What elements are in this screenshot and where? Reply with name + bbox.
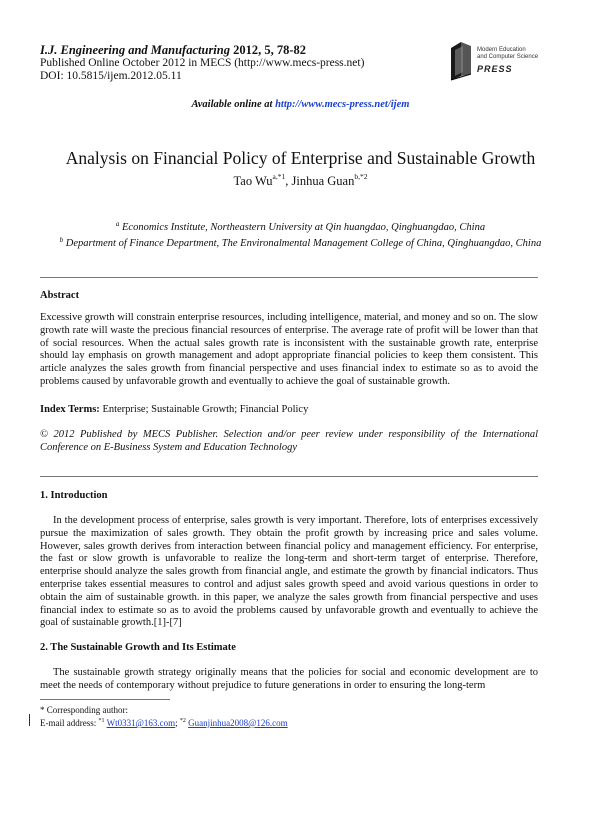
logo-line-1: Modern Education xyxy=(477,47,526,53)
section-heading: 2. The Sustainable Growth and Its Estimate xyxy=(40,642,236,653)
author-name: Jinhua Guan xyxy=(291,174,355,188)
index-terms-label: Index Terms: xyxy=(40,404,100,415)
journal-title-line xyxy=(40,44,364,57)
author-separator: , xyxy=(285,174,292,188)
availability-prefix: Available online at xyxy=(191,99,276,110)
email-separator: ; xyxy=(175,718,180,728)
email-mark: *1 xyxy=(98,718,105,724)
journal-url-link[interactable]: http://www.mecs-press.net/ijem xyxy=(275,99,410,110)
book-stack-icon xyxy=(447,38,477,82)
footnote-emails xyxy=(40,716,288,729)
copyright-notice: © 2012 Published by MECS Publisher. Selection and/or peer review under responsibility of the International Conference on E-Business System and Education Technology xyxy=(40,429,538,453)
email-prefix: E-mail address: xyxy=(40,718,99,728)
affiliation-b xyxy=(40,234,561,250)
divider-top xyxy=(40,277,538,278)
author-marks: a,*1 xyxy=(272,172,286,181)
index-terms xyxy=(40,404,538,417)
mecs-press-logo xyxy=(447,38,557,82)
index-terms-value: Enterprise; Sustainable Growth; Financial Policy xyxy=(99,404,309,415)
author-list xyxy=(0,172,601,189)
footnote-rule xyxy=(40,699,170,700)
email-mark: *2 xyxy=(179,718,186,724)
published-line: Published Online October 2012 in MECS (http://www.mecs-press.net) xyxy=(40,57,365,69)
affiliation-text: Economics Institute, Northeastern University at Qin huangdao, Qinghuangdao, China xyxy=(119,222,486,233)
change-bar xyxy=(29,714,30,726)
logo-press: PRESS xyxy=(477,64,513,74)
email-link[interactable]: Wt0331@163.com xyxy=(106,718,176,728)
section-heading: 1. Introduction xyxy=(40,490,108,501)
affiliation-a xyxy=(40,218,561,234)
abstract-heading: Abstract xyxy=(40,290,80,301)
affiliation-mark: b xyxy=(59,236,64,244)
journal-name: I.J. Engineering and Manufacturing xyxy=(40,43,230,57)
affiliation-text: Department of Finance Department, The Environalmental Management College of China, Qinghuangdao, China xyxy=(63,238,542,249)
journal-pages: 2012, 5, 78-82 xyxy=(233,43,307,57)
section-text: In the development process of enterprise, sales growth is very important. Therefore, lots of enterprises excessively pursue the maximization of sales growth. They obtain the profit growth by increasing price and sales volume. However, sales growth derives from interaction between financial policy and management efficiency. For enterprise, the fast or slow growth is unfavorable to realize the long-term and short-term target of enterprise. Therefore, enterprise should analyze the sales growth from financial angle, and estimate the growth by financial indicators. Thus enterprise takes essential measures to control and adjust sales growth speed and avoid various questions in order to obtain the aim of sustainable growth. in this paper, we analyze the sales growth from financial perspective and uses financial index to estimate so as to avoid the problems caused by unfavorable growth and eventually to achieve the goal of sustainable growth.[1]-[7] xyxy=(40,515,538,629)
affiliations xyxy=(40,218,561,250)
footnote-label: * Corresponding author: xyxy=(40,705,128,715)
author-name: Tao Wu xyxy=(233,174,273,188)
footnote xyxy=(40,705,288,729)
logo-line-2: and Computer Science xyxy=(477,54,539,60)
email-link[interactable]: Guanjinhua2008@126.com xyxy=(188,718,288,728)
section-text: The sustainable growth strategy originally means that the policies for social and economic development are to meet the needs of contemporary without prejudice to future generations in order to ensuring the long-term xyxy=(40,667,538,691)
affiliation-mark: a xyxy=(115,220,120,228)
logo-text xyxy=(477,47,538,61)
abstract-text: Excessive growth will constrain enterprise resources, including intelligence, material, and money and so on. The slow growth rate will waste the precious financial resources of enterprise. The average rate of profit will be lower than that of social resources. When the actual sales growth rate is inconsistent with the sustainable growth rate, enterprise should lay emphasis on growth management and adopt appropriate financial policies to keep them consistent. This article analyzes the sales growth from financial perspective and uses financial index to estimate so as to avoid the problems caused by unfavorable growth and eventually to achieve the goal of sustainable growth. xyxy=(40,312,538,387)
paper-title: Analysis on Financial Policy of Enterprise and Sustainable Growth xyxy=(65,148,536,168)
author-marks: b,*2 xyxy=(354,172,368,181)
availability-line xyxy=(0,99,601,110)
journal-header xyxy=(40,44,364,83)
divider-bottom xyxy=(40,476,538,477)
doi-line: DOI: 10.5815/ijem.2012.05.11 xyxy=(40,70,182,82)
